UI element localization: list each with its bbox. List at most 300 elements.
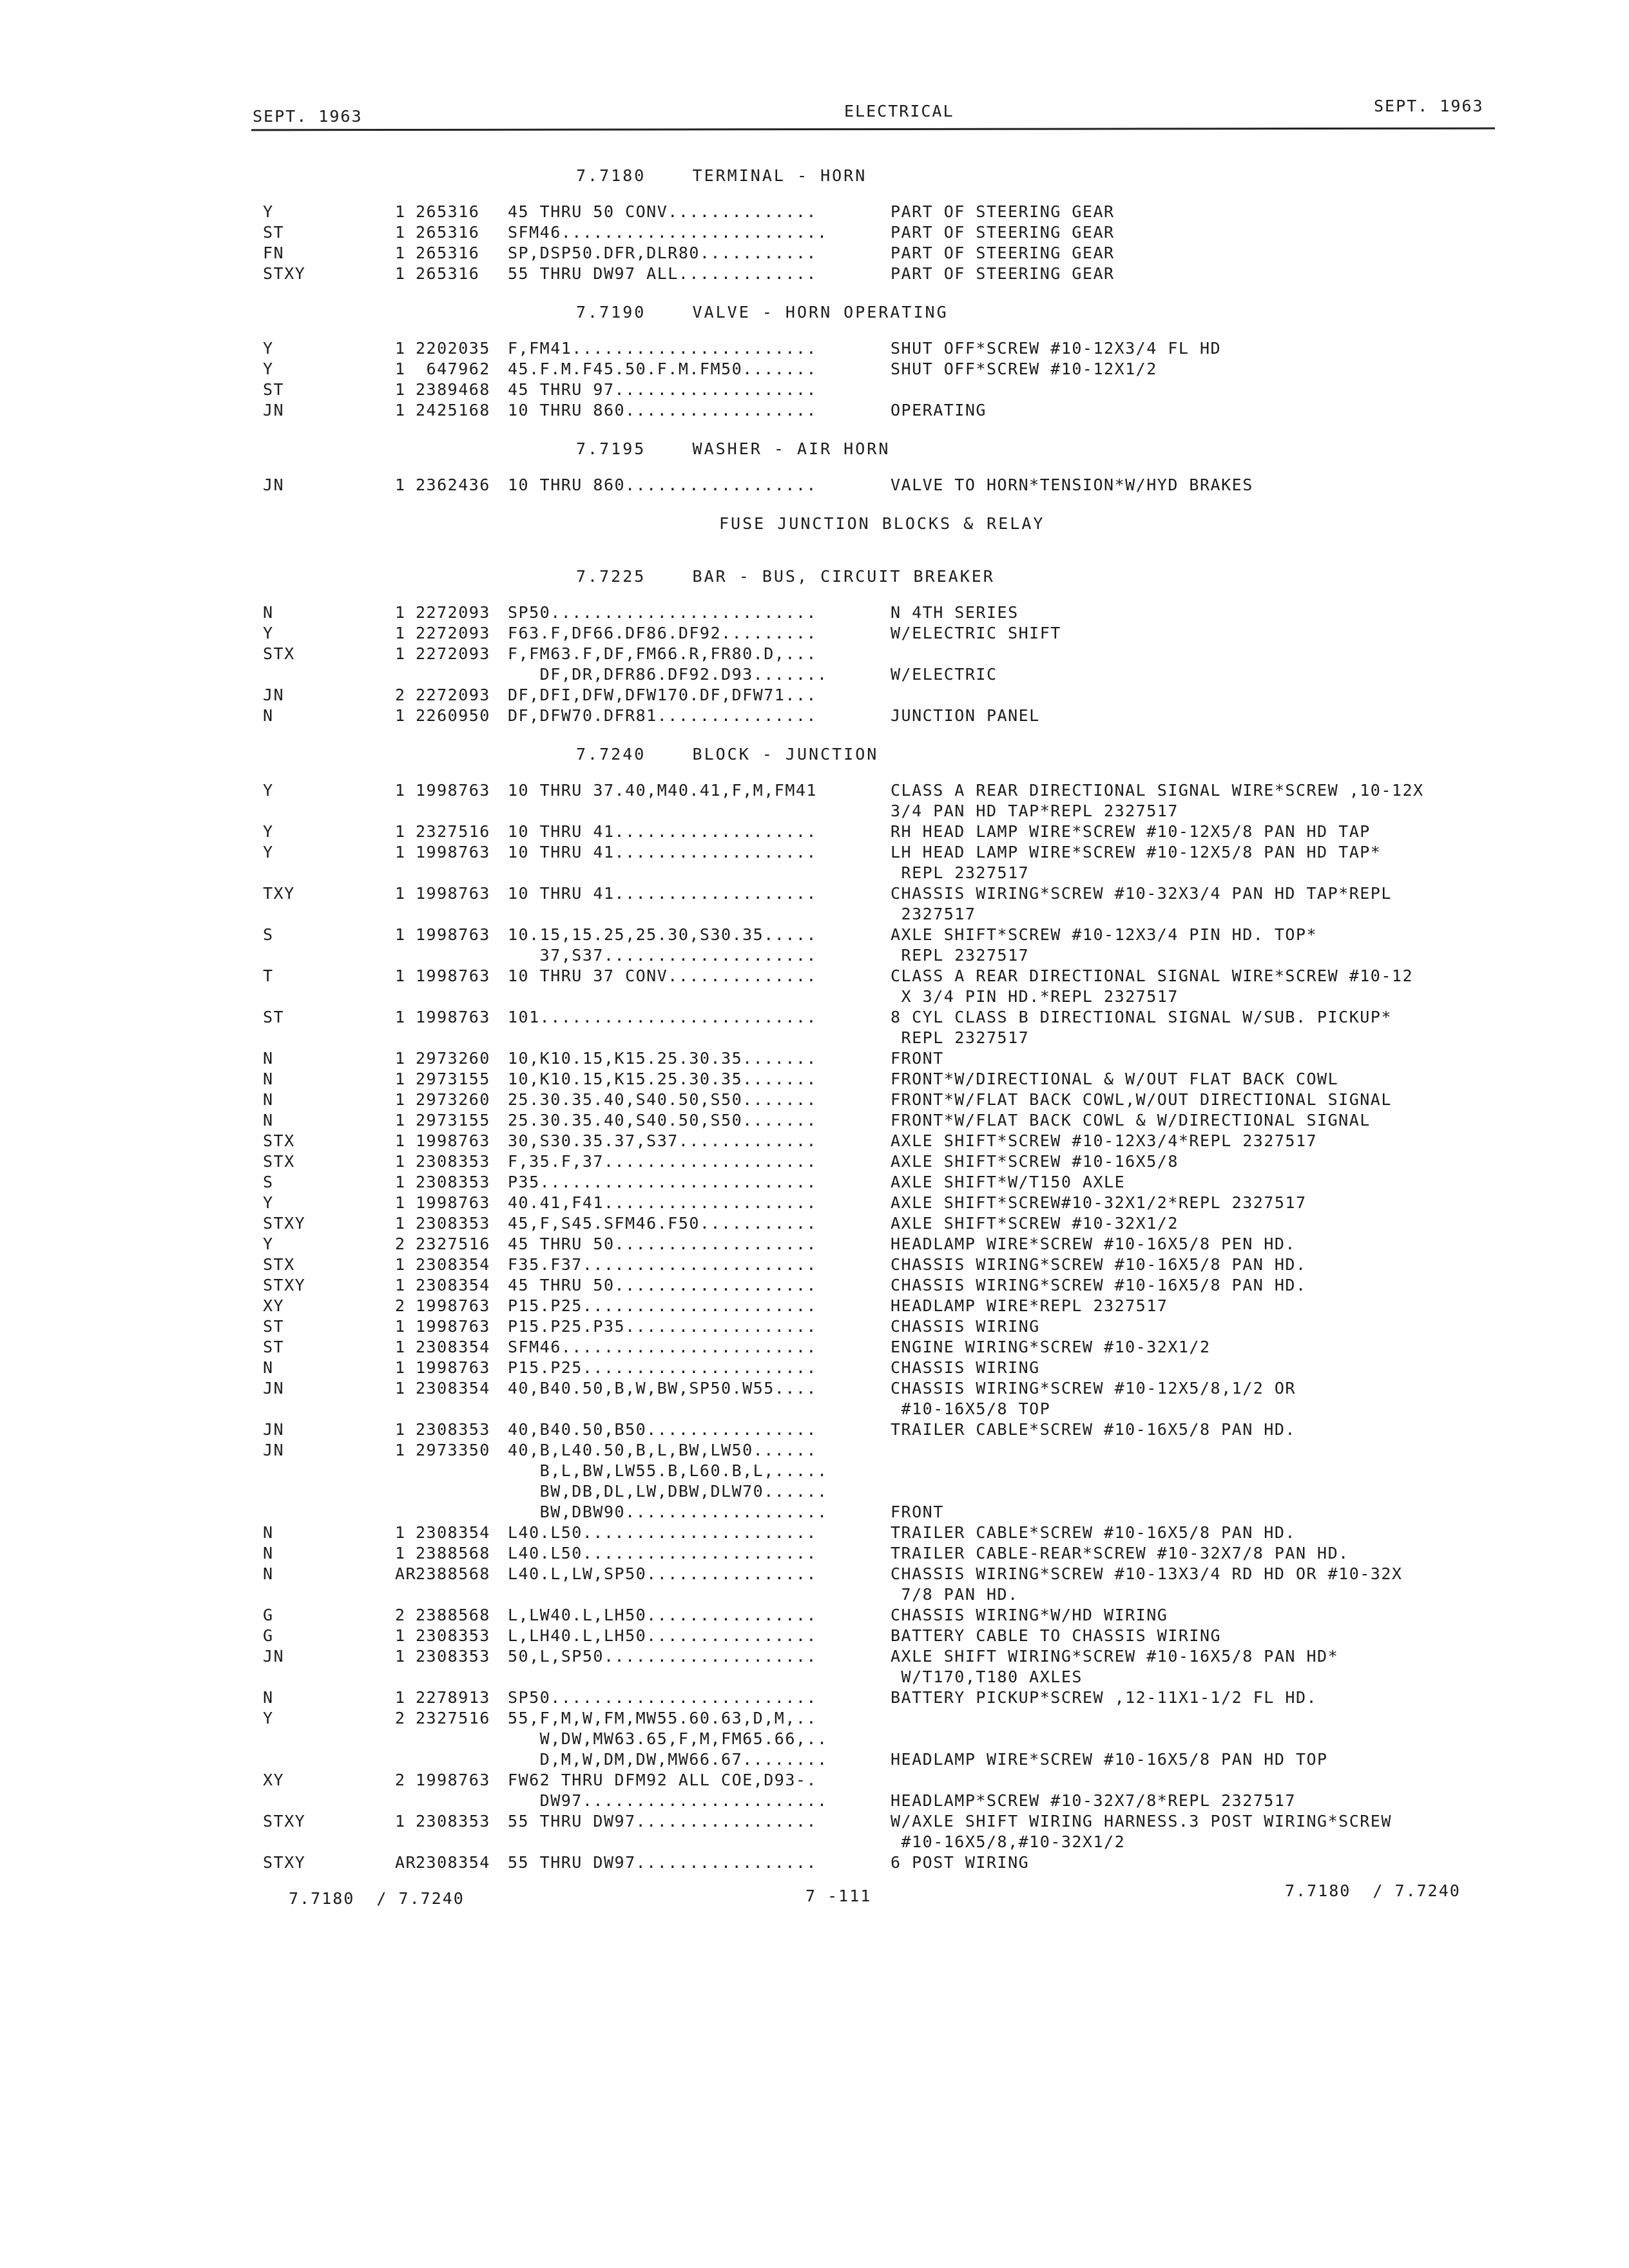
cell-qty: AR [395,1853,417,1872]
parts-row [263,1111,1494,1131]
cell-qty: 1 [395,476,406,494]
section-heading [263,298,1494,339]
cell-desc: PART OF STEERING GEAR [891,223,1115,242]
cell-qty: 2 [395,1296,406,1315]
cell-code: N [263,603,274,622]
cell-qty: 1 [395,223,406,242]
cell-code: N [263,706,274,725]
cell-desc: TRAILER CABLE*SCREW #10-16X5/8 PAN HD. [891,1420,1296,1439]
cell-app: 10.15,15.25,25.30,S30.35..... [508,925,817,944]
cell-part: 2308354 [416,1276,490,1294]
cell-code: T [263,966,274,985]
parts-row [263,1626,1494,1647]
cell-desc: ENGINE WIRING*SCREW #10-32X1/2 [891,1338,1211,1356]
cell-part: 2308353 [416,1214,490,1233]
cell-desc: HEADLAMP*SCREW #10-32X7/8*REPL 2327517 [891,1791,1296,1810]
cell-desc: 3/4 PAN HD TAP*REPL 2327517 [891,802,1179,820]
cell-desc: AXLE SHIFT*SCREW #10-12X3/4 PIN HD. TOP* [891,925,1318,944]
parts-row [263,987,1494,1008]
cell-app: 10 THRU 37.40,M40.41,F,M,FM41 [508,781,817,800]
footer-range-left: 7.7180 / 7.7240 [289,1889,465,1908]
cell-app: F35.F37...................... [508,1255,817,1274]
cell-part: 2308353 [416,1152,490,1171]
header-date-left: SEPT. 1963 [253,107,363,126]
cell-app: 10 THRU 37 CONV.............. [508,966,817,985]
cell-part: 2973350 [416,1441,490,1459]
cell-part: 1998763 [416,1317,490,1336]
cell-qty: 1 [395,244,406,262]
parts-row [263,339,1494,360]
heading-text: 7.7180 TERMINAL - HORN [576,166,867,185]
cell-app: P35.......................... [508,1173,817,1191]
cell-desc: AXLE SHIFT*SCREW #10-16X5/8 [891,1152,1179,1171]
cell-qty: 1 [395,1008,406,1026]
cell-code: JN [263,1379,285,1398]
parts-row [263,1420,1494,1441]
parts-row [263,1461,1494,1482]
cell-app: 55 THRU DW97 ALL............. [508,264,817,283]
spacer [263,496,1494,509]
cell-app: SP,DSP50.DFR,DLR80........... [508,244,817,262]
cell-code: S [263,925,274,944]
cell-app: 30,S30.35.37,S37............. [508,1131,817,1150]
cell-app: DF,DFW70.DFR81............... [508,706,817,725]
cell-app: F63.F,DF66.DF86.DF92......... [508,624,817,642]
cell-part: 2308353 [416,1626,490,1645]
cell-code: Y [263,202,274,221]
cell-code: JN [263,401,285,419]
parts-row [263,223,1494,244]
cell-desc: X 3/4 PIN HD.*REPL 2327517 [891,987,1179,1006]
cell-code: Y [263,360,274,378]
cell-code: N [263,1523,274,1542]
cell-code: N [263,1090,274,1109]
spacer [263,285,1494,298]
cell-desc: CHASSIS WIRING [891,1317,1040,1336]
cell-part: 1998763 [416,1296,490,1315]
cell-qty: 1 [395,1070,406,1088]
parts-row [263,1317,1494,1338]
cell-desc: CHASSIS WIRING*SCREW #10-16X5/8 PAN HD. [891,1276,1307,1294]
cell-app: 45 THRU 50................... [508,1276,817,1294]
cell-qty: 1 [395,1358,406,1377]
cell-code: N [263,1070,274,1088]
cell-app: 10,K10.15,K15.25.30.35....... [508,1049,817,1068]
cell-qty: 1 [395,781,406,800]
cell-app: 10,K10.15,K15.25.30.35....... [508,1070,817,1088]
parts-row [263,1070,1494,1090]
parts-row [263,781,1494,802]
cell-app: L,LH40.L,LH50................ [508,1626,817,1645]
cell-code: S [263,1173,274,1191]
parts-row [263,1853,1494,1874]
cell-qty: 1 [395,1688,406,1707]
cell-qty: 1 [395,624,406,642]
cell-code: STX [263,644,295,663]
cell-app: 10 THRU 41................... [508,822,817,841]
cell-code: N [263,1049,274,1068]
cell-code: STXY [263,264,306,283]
cell-app: BW,DBW90................... [508,1503,828,1521]
cell-qty: 1 [395,925,406,944]
spacer [263,727,1494,740]
parts-row [263,905,1494,925]
cell-qty: 1 [395,202,406,221]
cell-app: L40.L50...................... [508,1544,817,1562]
cell-code: STX [263,1131,295,1150]
parts-row [263,1173,1494,1193]
cell-app: 40,B,L40.50,B,L,BW,LW50...... [508,1441,817,1459]
parts-row [263,244,1494,264]
parts-row [263,966,1494,987]
parts-row [263,1193,1494,1214]
cell-desc: FRONT [891,1503,944,1521]
cell-part: 265316 [416,264,480,283]
cell-part: 265316 [416,202,480,221]
parts-row [263,1090,1494,1111]
cell-part: 1998763 [416,1008,490,1026]
cell-code: STXY [263,1214,306,1233]
cell-code: ST [263,1008,285,1026]
cell-app: FW62 THRU DFM92 ALL COE,D93-. [508,1771,817,1789]
cell-desc: AXLE SHIFT*W/T150 AXLE [891,1173,1126,1191]
cell-desc: BATTERY PICKUP*SCREW ,12-11X1-1/2 FL HD. [891,1688,1318,1707]
cell-desc: AXLE SHIFT*SCREW #10-32X1/2 [891,1214,1179,1233]
cell-qty: 1 [395,360,406,378]
cell-desc: CHASSIS WIRING [891,1358,1040,1377]
parts-row [263,1276,1494,1296]
cell-part: 2973155 [416,1070,490,1088]
cell-app: 10 THRU 41................... [508,843,817,861]
cell-qty: 1 [395,264,406,283]
cell-part: 2973260 [416,1090,490,1109]
section-heading [263,562,1494,603]
cell-app: 50,L,SP50.................... [508,1647,817,1666]
cell-part: 1998763 [416,1193,490,1212]
cell-desc: JUNCTION PANEL [891,706,1040,725]
cell-desc: #10-16X5/8,#10-32X1/2 [891,1832,1126,1851]
cell-part: 2308354 [416,1338,490,1356]
cell-app: 37,S37.................... [508,946,817,965]
cell-part: 2308354 [416,1523,490,1542]
parts-row [263,686,1494,706]
parts-row [263,1152,1494,1173]
cell-part: 2272093 [416,644,490,663]
cell-code: ST [263,380,285,399]
cell-code: FN [263,244,285,262]
cell-part: 2388568 [416,1564,490,1583]
parts-row [263,1358,1494,1379]
cell-desc: CHASSIS WIRING*SCREW #10-12X5/8,1/2 OR [891,1379,1296,1398]
cell-app: DF,DFI,DFW,DFW170.DF,DFW71... [508,686,817,704]
cell-qty: 1 [395,1276,406,1294]
cell-app: 45.F.M.F45.50.F.M.FM50....... [508,360,817,378]
cell-desc: HEADLAMP WIRE*REPL 2327517 [891,1296,1168,1315]
parts-row [263,1585,1494,1606]
cell-app: L40.L50...................... [508,1523,817,1542]
cell-code: XY [263,1296,285,1315]
cell-desc: W/ELECTRIC [891,665,998,684]
parts-row [263,802,1494,822]
cell-qty: 2 [395,686,406,704]
parts-row [263,1791,1494,1812]
parts-row [263,884,1494,905]
cell-part: 265316 [416,223,480,242]
section-heading [263,740,1494,781]
cell-qty: 1 [395,1420,406,1439]
cell-app: P15.P25...................... [508,1358,817,1377]
cell-app: F,FM41....................... [508,339,817,358]
parts-row [263,1564,1494,1585]
cell-desc: FRONT [891,1049,944,1068]
cell-qty: 1 [395,884,406,903]
cell-code: N [263,1544,274,1562]
cell-code: STXY [263,1276,306,1294]
cell-desc: 8 CYL CLASS B DIRECTIONAL SIGNAL W/SUB. PICKUP* [891,1008,1392,1026]
cell-part: 265316 [416,244,480,262]
cell-app: 40,B40.50,B,W,BW,SP50.W55.... [508,1379,817,1398]
cell-qty: 1 [395,1214,406,1233]
parts-row [263,1214,1494,1235]
cell-app: D,M,W,DM,DW,MW66.67........ [508,1750,828,1769]
header-date-right: SEPT. 1963 [1374,97,1484,115]
cell-qty: 1 [395,1193,406,1212]
cell-desc: W/AXLE SHIFT WIRING HARNESS.3 POST WIRING*SCREW [891,1812,1392,1831]
cell-qty: 1 [395,1111,406,1129]
parts-row [263,843,1494,863]
spacer [263,549,1494,562]
cell-part: 2973260 [416,1049,490,1068]
footer-range-right: 7.7180 / 7.7240 [1285,1881,1461,1900]
cell-qty: 2 [395,1771,406,1789]
cell-desc: HEADLAMP WIRE*SCREW #10-16X5/8 PEN HD. [891,1235,1296,1253]
parts-row [263,1523,1494,1544]
parts-row [263,863,1494,884]
cell-desc: RH HEAD LAMP WIRE*SCREW #10-12X5/8 PAN HD TAP [891,822,1371,841]
cell-desc: CHASSIS WIRING*SCREW #10-13X3/4 RD HD OR #10-32X [891,1564,1403,1583]
cell-app: L,LW40.L,LH50................ [508,1606,817,1624]
parts-row [263,1131,1494,1152]
footer-page-number: 7 -111 [805,1887,872,1905]
cell-desc: SHUT OFF*SCREW #10-12X3/4 FL HD [891,339,1222,358]
parts-row [263,1482,1494,1503]
cell-qty: 1 [395,1379,406,1398]
cell-desc: PART OF STEERING GEAR [891,244,1115,262]
cell-part: 2327516 [416,822,490,841]
cell-qty: 1 [395,706,406,725]
cell-app: F,35.F,37.................... [508,1152,817,1171]
cell-qty: 2 [395,1606,406,1624]
cell-qty: 1 [395,1049,406,1068]
cell-qty: 1 [395,1317,406,1336]
parts-row [263,1399,1494,1420]
cell-code: N [263,1358,274,1377]
cell-code: JN [263,476,285,494]
header-rule [251,128,1495,131]
parts-row [263,1379,1494,1399]
cell-qty: 1 [395,401,406,419]
cell-part: 2278913 [416,1688,490,1707]
cell-qty: 1 [395,1173,406,1191]
cell-desc: REPL 2327517 [891,1028,1030,1047]
cell-desc: LH HEAD LAMP WIRE*SCREW #10-12X5/8 PAN HD TAP* [891,843,1382,861]
cell-part: 2202035 [416,339,490,358]
cell-app: SP50......................... [508,603,817,622]
cell-code: JN [263,686,285,704]
cell-code: JN [263,1420,285,1439]
spacer [263,421,1494,434]
parts-row [263,1832,1494,1853]
parts-row [263,1503,1494,1523]
cell-qty: 1 [395,1338,406,1356]
cell-part: 2272093 [416,624,490,642]
cell-desc: BATTERY CABLE TO CHASSIS WIRING [891,1626,1222,1645]
cell-code: Y [263,781,274,800]
parts-row [263,925,1494,946]
parts-row [263,264,1494,285]
cell-app: 101.......................... [508,1008,817,1026]
cell-app: 45,F,S45.SFM46.F50........... [508,1214,817,1233]
parts-row [263,665,1494,686]
parts-row [263,1255,1494,1276]
parts-row [263,1028,1494,1049]
parts-row [263,603,1494,624]
parts-row [263,1296,1494,1317]
cell-desc: REPL 2327517 [891,946,1030,965]
cell-desc: FRONT*W/DIRECTIONAL & W/OUT FLAT BACK COWL [891,1070,1339,1088]
cell-app: 40,B40.50,B50................ [508,1420,817,1439]
heading-text: 7.7190 VALVE - HORN OPERATING [576,303,949,322]
cell-qty: 1 [395,1255,406,1274]
cell-part: 1998763 [416,1358,490,1377]
parts-row [263,1709,1494,1729]
cell-desc: FRONT*W/FLAT BACK COWL,W/OUT DIRECTIONAL SIGNAL [891,1090,1392,1109]
parts-row [263,1441,1494,1461]
cell-part: 2388568 [416,1544,490,1562]
cell-part: 2308354 [416,1379,490,1398]
cell-part: 1998763 [416,884,490,903]
parts-row [263,1729,1494,1750]
cell-app: SFM46......................... [508,223,828,242]
cell-part: 647962 [416,360,490,378]
cell-qty: 1 [395,1090,406,1109]
cell-code: JN [263,1647,285,1666]
cell-qty: 1 [395,822,406,841]
cell-qty: 1 [395,1647,406,1666]
cell-app: 45 THRU 50 CONV.............. [508,202,817,221]
cell-app: 25.30.35.40,S40.50,S50....... [508,1111,817,1129]
cell-part: 2388568 [416,1606,490,1624]
cell-qty: 1 [395,603,406,622]
cell-app: 55 THRU DW97................. [508,1853,817,1872]
cell-qty: 1 [395,644,406,663]
cell-app: L40.L,LW,SP50................ [508,1564,817,1583]
section-heading [263,434,1494,476]
cell-code: G [263,1626,274,1645]
cell-part: 2327516 [416,1235,490,1253]
cell-code: STXY [263,1812,306,1831]
cell-code: N [263,1111,274,1129]
cell-desc: CHASSIS WIRING*SCREW #10-32X3/4 PAN HD TAP*REPL [891,884,1392,903]
cell-code: ST [263,1338,285,1356]
cell-part: 1998763 [416,925,490,944]
cell-app: 45 THRU 50................... [508,1235,817,1253]
heading-text: 7.7195 WASHER - AIR HORN [576,439,891,458]
cell-part: 2308353 [416,1420,490,1439]
cell-part: 1998763 [416,1131,490,1150]
cell-desc: W/ELECTRIC SHIFT [891,624,1061,642]
parts-row [263,1606,1494,1626]
parts-row [263,1812,1494,1832]
cell-part: 2308354 [416,1853,490,1872]
cell-desc: HEADLAMP WIRE*SCREW #10-16X5/8 PAN HD TOP [891,1750,1328,1769]
cell-code: JN [263,1441,285,1459]
parts-row [263,1647,1494,1667]
cell-desc: PART OF STEERING GEAR [891,264,1115,283]
parts-row [263,1008,1494,1028]
parts-row [263,1235,1494,1255]
parts-row [263,1544,1494,1564]
cell-app: P15.P25...................... [508,1296,817,1315]
cell-code: Y [263,843,274,861]
cell-part: 1998763 [416,1771,490,1789]
cell-app: 25.30.35.40,S40.50,S50....... [508,1090,817,1109]
cell-app: DF,DR,DFR86.DF92.D93....... [508,665,828,684]
cell-part: 2308354 [416,1255,490,1274]
cell-qty: 1 [395,843,406,861]
cell-code: Y [263,624,274,642]
cell-code: XY [263,1771,285,1789]
cell-qty: 1 [395,966,406,985]
cell-app: SP50......................... [508,1688,817,1707]
cell-desc: 6 POST WIRING [891,1853,1030,1872]
section-heading [263,161,1494,202]
cell-desc: CLASS A REAR DIRECTIONAL SIGNAL WIRE*SCREW ,10-12X [891,781,1424,800]
cell-part: 2308353 [416,1173,490,1191]
cell-part: 2308353 [416,1647,490,1666]
cell-desc: W/T170,T180 AXLES [891,1667,1083,1686]
cell-qty: 2 [395,1709,406,1727]
cell-app: 10 THRU 860.................. [508,476,817,494]
cell-app: 45 THRU 97................... [508,380,817,399]
parts-row [263,624,1494,644]
cell-desc: CHASSIS WIRING*SCREW #10-16X5/8 PAN HD. [891,1255,1307,1274]
cell-qty: 1 [395,1152,406,1171]
cell-desc: OPERATING [891,401,987,419]
cell-code: Y [263,339,274,358]
cell-app: W,DW,MW63.65,F,M,FM65.66,.. [508,1729,828,1748]
cell-qty: AR [395,1564,417,1583]
parts-row [263,706,1494,727]
cell-part: 2425168 [416,401,490,419]
cell-app: F,FM63.F,DF,FM66.R,FR80.D,... [508,644,817,663]
cell-part: 2272093 [416,603,490,622]
parts-row [263,1667,1494,1688]
cell-desc: REPL 2327517 [891,863,1030,882]
cell-qty: 2 [395,1235,406,1253]
cell-app: BW,DB,DL,LW,DBW,DLW70...... [508,1482,828,1501]
cell-code: N [263,1564,274,1583]
cell-qty: 1 [395,1441,406,1459]
cell-code: Y [263,1193,274,1212]
cell-code: STX [263,1255,295,1274]
cell-desc: AXLE SHIFT*SCREW #10-12X3/4*REPL 2327517 [891,1131,1318,1150]
cell-code: Y [263,822,274,841]
cell-code: STXY [263,1853,306,1872]
parts-row [263,1688,1494,1709]
cell-part: 2272093 [416,686,490,704]
parts-row [263,360,1494,380]
